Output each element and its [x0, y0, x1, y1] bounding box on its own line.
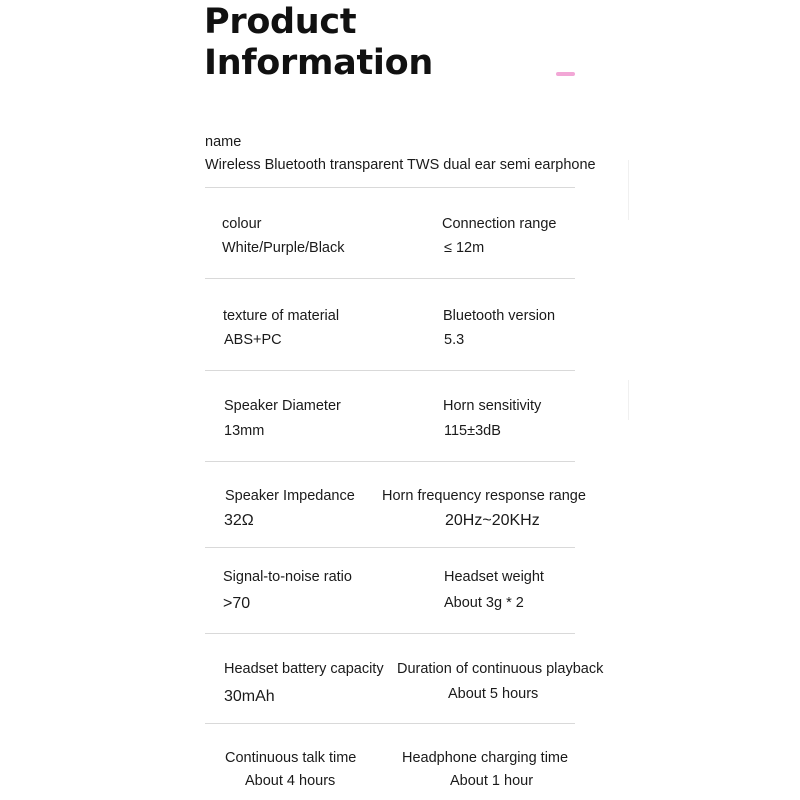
spec-label-charging-time: Headphone charging time [402, 750, 569, 766]
spec-value-playback-duration: About 5 hours [448, 686, 539, 702]
name-label: name [205, 134, 242, 150]
divider [205, 461, 575, 462]
spec-label-horn-frequency: Horn frequency response range [382, 488, 586, 504]
divider [205, 633, 575, 634]
spec-label-battery-capacity: Headset battery capacity [224, 661, 384, 677]
title-line-2: Information [204, 43, 433, 83]
spec-value-speaker-impedance: 32Ω [224, 512, 254, 529]
spec-label-connection-range: Connection range [442, 216, 557, 232]
name-value: Wireless Bluetooth transparent TWS dual ear semi earphone [205, 157, 596, 173]
spec-value-headset-weight: About 3g * 2 [444, 595, 524, 611]
edge-line [628, 380, 629, 420]
divider [205, 547, 575, 548]
divider [205, 187, 575, 188]
spec-value-charging-time: About 1 hour [450, 773, 534, 789]
spec-label-material: texture of material [223, 308, 340, 324]
spec-label-bluetooth-version: Bluetooth version [443, 308, 556, 324]
spec-value-connection-range: ≤ 12m [444, 240, 485, 256]
edge-line [628, 160, 629, 220]
divider [205, 278, 575, 279]
accent-bar [556, 72, 575, 76]
spec-value-speaker-diameter: 13mm [224, 423, 265, 439]
spec-value-bluetooth-version: 5.3 [444, 332, 465, 348]
spec-value-material: ABS+PC [224, 332, 282, 348]
spec-label-horn-sensitivity: Horn sensitivity [443, 398, 542, 414]
divider [205, 370, 575, 371]
spec-label-playback-duration: Duration of continuous playback [397, 661, 604, 677]
spec-label-talk-time: Continuous talk time [225, 750, 357, 766]
spec-value-colour: White/Purple/Black [222, 240, 345, 256]
spec-label-headset-weight: Headset weight [444, 569, 544, 585]
spec-value-horn-sensitivity: 115±3dB [444, 423, 501, 439]
page-title [204, 2, 433, 84]
divider [205, 723, 575, 724]
spec-value-snr: >70 [223, 595, 251, 612]
title-line-1: Product [204, 2, 357, 42]
spec-label-speaker-diameter: Speaker Diameter [224, 398, 341, 414]
spec-label-speaker-impedance: Speaker Impedance [225, 488, 355, 504]
spec-label-colour: colour [222, 216, 262, 232]
spec-value-horn-frequency: 20Hz~20KHz [445, 512, 540, 529]
spec-value-talk-time: About 4 hours [245, 773, 336, 789]
spec-value-battery-capacity: 30mAh [224, 688, 275, 705]
spec-label-snr: Signal-to-noise ratio [223, 569, 352, 585]
